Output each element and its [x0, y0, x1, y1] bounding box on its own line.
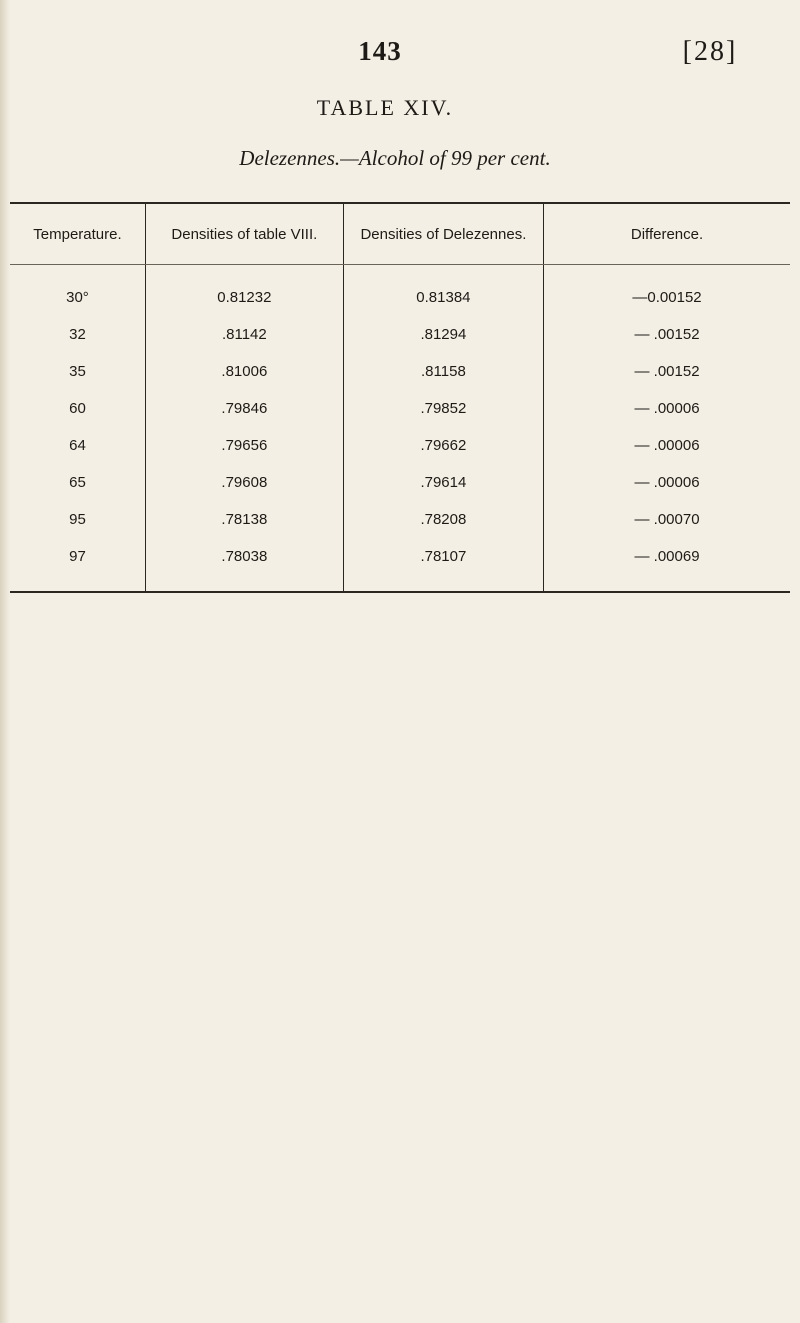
- density-viii-cell: .79608: [145, 464, 343, 501]
- difference-cell: — .00152: [544, 316, 790, 353]
- difference-cell: — .00006: [544, 390, 790, 427]
- density-delezennes-cell: .79852: [343, 390, 543, 427]
- density-delezennes-cell: .81294: [343, 316, 543, 353]
- temperature-cell: 97: [69, 548, 86, 565]
- table-row: [10, 265, 790, 317]
- density-delezennes-cell: 0.81384: [343, 265, 543, 317]
- density-table: [10, 202, 790, 593]
- table-row: [10, 538, 790, 592]
- difference-cell: — .00070: [544, 501, 790, 538]
- page-number: 143: [358, 36, 402, 66]
- column-header-densities-table-viii: Densities of table VIII.: [145, 203, 343, 265]
- table-title: TABLE XIV.: [316, 95, 454, 120]
- temperature-cell: 35: [69, 363, 86, 380]
- density-viii-cell: .79846: [145, 390, 343, 427]
- density-viii-cell: .78138: [145, 501, 343, 538]
- temperature-cell: 60: [69, 400, 86, 417]
- table-row: [10, 427, 790, 464]
- page-edge: [0, 0, 10, 1323]
- difference-cell: —0.00152: [544, 265, 790, 317]
- column-header-temperature: Temperature.: [10, 203, 145, 265]
- table-row: [10, 464, 790, 501]
- table-header-row: [10, 203, 790, 265]
- table-subtitle: Delezennes.—Alcohol of 99 per cent.: [239, 146, 551, 170]
- density-viii-cell: 0.81232: [145, 265, 343, 317]
- table-row: [10, 353, 790, 390]
- temperature-cell: 32: [69, 326, 86, 343]
- table-row: [10, 390, 790, 427]
- difference-cell: — .00152: [544, 353, 790, 390]
- density-delezennes-cell: .79662: [343, 427, 543, 464]
- difference-cell: — .00006: [544, 427, 790, 464]
- table-row: [10, 501, 790, 538]
- density-viii-cell: .79656: [145, 427, 343, 464]
- density-viii-cell: .81142: [145, 316, 343, 353]
- density-delezennes-cell: .81158: [343, 353, 543, 390]
- signature-mark: [28]: [682, 36, 738, 67]
- density-delezennes-cell: .79614: [343, 464, 543, 501]
- table-row: [10, 316, 790, 353]
- temperature-cell: 95: [69, 511, 86, 528]
- difference-cell: — .00069: [544, 538, 790, 592]
- difference-cell: — .00006: [544, 464, 790, 501]
- density-viii-cell: .81006: [145, 353, 343, 390]
- temperature-cell: 64: [69, 437, 86, 454]
- column-header-densities-delezennes: Densities of Delezennes.: [343, 203, 543, 265]
- density-delezennes-cell: .78208: [343, 501, 543, 538]
- density-delezennes-cell: .78107: [343, 538, 543, 592]
- temperature-cell: 30°: [66, 289, 89, 306]
- column-header-difference: Difference.: [544, 203, 790, 265]
- temperature-cell: 65: [69, 474, 86, 491]
- density-viii-cell: .78038: [145, 538, 343, 592]
